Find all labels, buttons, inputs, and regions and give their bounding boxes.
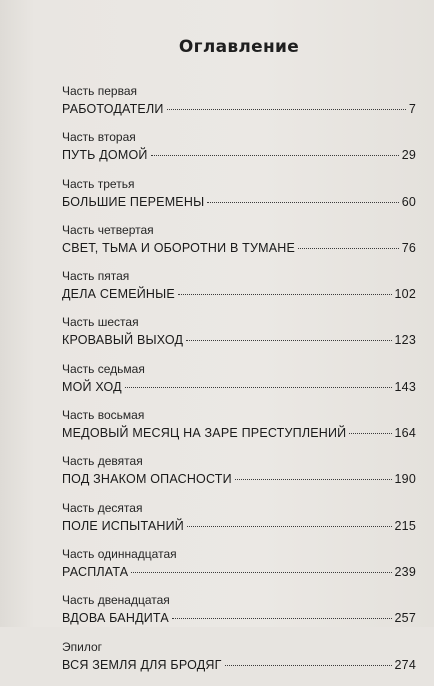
chapter-title: МОЙ ХОД (62, 379, 122, 394)
page-number: 190 (394, 472, 416, 487)
part-label: Часть первая (62, 84, 138, 98)
chapter-line (62, 517, 416, 537)
toc-entry[interactable] (62, 547, 416, 593)
toc-entry[interactable] (62, 84, 416, 130)
toc-entry[interactable] (62, 130, 416, 176)
page-number: 257 (394, 611, 416, 626)
part-label: Часть восьмая (62, 408, 145, 423)
dot-leader (131, 560, 391, 573)
dot-leader (225, 653, 392, 666)
dot-leader (125, 375, 392, 388)
dot-leader (207, 190, 398, 203)
part-label: Часть одиннадцатая (62, 546, 177, 561)
page-number: 143 (394, 379, 416, 394)
dot-leader (298, 236, 399, 249)
chapter-title: ПОЛЕ ИСПЫТАНИЙ (62, 518, 184, 533)
toc-entry[interactable] (62, 593, 416, 639)
page-number: 215 (394, 518, 416, 533)
chapter-title: ДЕЛА СЕМЕЙНЫЕ (62, 287, 175, 302)
part-label: Часть вторая (62, 130, 136, 145)
chapter-title: РАСПЛАТА (62, 564, 129, 579)
toc-entry[interactable] (62, 315, 416, 361)
toc-entry[interactable] (62, 177, 416, 223)
dot-leader (186, 328, 391, 341)
page-number: 164 (394, 426, 416, 441)
toc-entry[interactable] (62, 362, 416, 408)
part-label: Часть десятая (62, 500, 143, 515)
dot-leader (178, 282, 392, 295)
dot-leader (187, 514, 392, 527)
dot-leader (172, 606, 392, 619)
toc-entry[interactable] (62, 269, 416, 315)
chapter-line (62, 470, 416, 490)
page-number: 60 (401, 194, 416, 209)
dot-leader (349, 421, 391, 434)
toc-entry[interactable] (62, 223, 416, 269)
chapter-line (62, 193, 416, 213)
page-number: 29 (401, 148, 416, 163)
part-label: Часть двенадцатая (62, 593, 170, 608)
chapter-title: ВДОВА БАНДИТА (62, 611, 169, 626)
toc-entry[interactable] (62, 501, 416, 547)
dot-leader (167, 97, 406, 110)
toc-entry[interactable] (62, 408, 416, 454)
dot-leader (235, 467, 392, 480)
part-label: Часть третья (62, 176, 135, 191)
part-label: Часть девятая (62, 454, 143, 469)
chapter-title: ПОД ЗНАКОМ ОПАСНОСТИ (62, 472, 232, 487)
chapter-line (62, 563, 416, 583)
chapter-line (62, 656, 416, 676)
chapter-line (62, 100, 416, 120)
chapter-title: ВСЯ ЗЕМЛЯ ДЛЯ БРОДЯГ (62, 657, 222, 672)
part-label: Часть четвертая (62, 222, 154, 237)
chapter-line (62, 609, 416, 629)
chapter-line (62, 378, 416, 398)
page-number: 274 (394, 657, 416, 672)
toc-entry[interactable] (62, 454, 416, 500)
chapter-line (62, 146, 416, 166)
page-number: 123 (394, 333, 416, 348)
page-title: Оглавление (178, 37, 300, 57)
toc-entry[interactable] (62, 640, 416, 686)
chapter-line (62, 331, 416, 351)
chapter-line (62, 424, 416, 444)
dot-leader (151, 143, 399, 156)
part-label: Часть пятая (62, 269, 130, 284)
part-label: Эпилог (62, 639, 103, 654)
chapter-title: МЕДОВЫЙ МЕСЯЦ НА ЗАРЕ ПРЕСТУПЛЕНИЙ (62, 426, 347, 441)
chapter-title: СВЕТ, ТЬМА И ОБОРОТНИ В ТУМАНЕ (62, 240, 296, 255)
chapter-line (62, 239, 416, 259)
page-number: 76 (401, 240, 416, 255)
page-number: 7 (408, 102, 416, 116)
chapter-title: БОЛЬШИЕ ПЕРЕМЕНЫ (62, 194, 205, 209)
table-of-contents (62, 36, 416, 686)
chapter-title: РАБОТОДАТЕЛИ (62, 102, 164, 116)
chapter-title: КРОВАВЫЙ ВЫХОД (62, 333, 184, 348)
page-number: 239 (394, 564, 416, 579)
page-number: 102 (394, 287, 416, 302)
chapter-title: ПУТЬ ДОМОЙ (62, 148, 148, 163)
part-label: Часть шестая (62, 315, 139, 330)
part-label: Часть седьмая (62, 361, 145, 376)
chapter-line (62, 285, 416, 305)
